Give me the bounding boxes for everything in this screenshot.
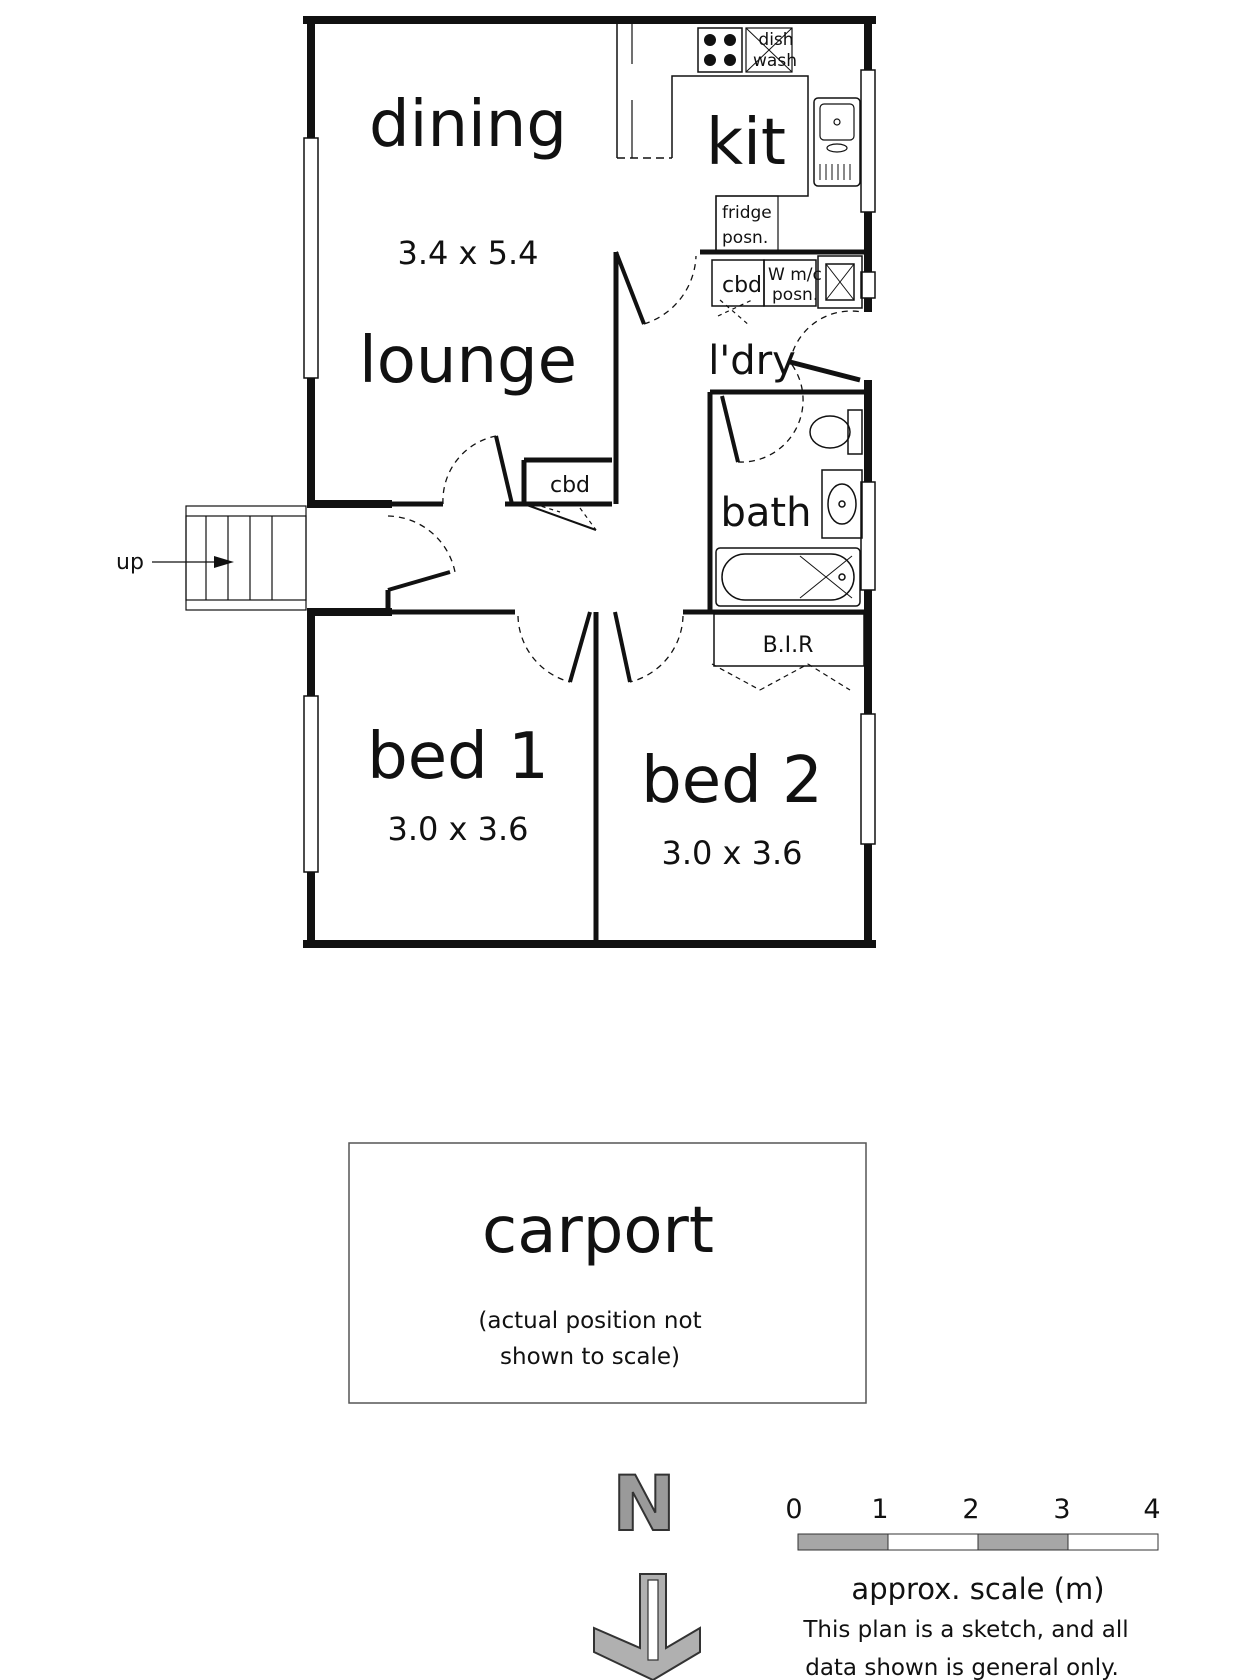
room-label-dining: dining (369, 88, 567, 162)
room-size-bed2: 3.0 x 3.6 (661, 834, 803, 872)
scale-segment-1 (798, 1534, 888, 1550)
room-label-bath: bath (720, 490, 812, 536)
room-size-bed1: 3.0 x 3.6 (387, 810, 529, 848)
room-label-laundry: l'dry (708, 338, 796, 384)
scale-tick-3: 3 (1053, 1494, 1071, 1525)
scale-segment-3 (978, 1534, 1068, 1550)
scale-bar (785, 1494, 1160, 1680)
up-arrow-icon (214, 556, 234, 568)
room-label-bed2: bed 2 (641, 744, 823, 818)
label-wm-line1: W m/c (768, 265, 822, 285)
label-up: up (116, 550, 144, 575)
label-wm-line2: posn. (772, 285, 819, 305)
label-fridge-line2: posn. (722, 228, 769, 248)
scale-tick-0: 0 (785, 1494, 803, 1525)
room-label-bir: B.I.R (762, 633, 814, 658)
disclaimer-line2: data shown is general only. (805, 1655, 1119, 1680)
north-letter: N (612, 1459, 676, 1548)
scale-segment-2 (888, 1534, 978, 1550)
room-label-bed1: bed 1 (367, 720, 549, 794)
disclaimer-line1: This plan is a sketch, and all (803, 1617, 1129, 1643)
entry-stairs (152, 506, 306, 610)
scale-label: approx. scale (m) (851, 1572, 1105, 1606)
north-arrow-icon (594, 1459, 700, 1680)
room-label-lounge: lounge (358, 324, 578, 398)
room-label-kitchen: kit (706, 106, 786, 180)
carport-title: carport (482, 1194, 714, 1268)
scale-tick-4: 4 (1143, 1494, 1161, 1525)
carport-note-line1: (actual position not (478, 1308, 702, 1334)
label-cbd-laundry: cbd (722, 273, 763, 298)
carport-note-line2: shown to scale) (500, 1344, 680, 1370)
scale-tick-2: 2 (962, 1494, 980, 1525)
label-fridge-line1: fridge (722, 203, 772, 223)
label-cbd-hall: cbd (549, 473, 591, 498)
scale-tick-1: 1 (871, 1494, 889, 1525)
doors (388, 252, 862, 690)
room-size-dining-lounge: 3.4 x 5.4 (397, 234, 539, 272)
label-dishwasher-line1: dish (758, 30, 794, 50)
scale-segment-4 (1068, 1534, 1158, 1550)
label-dishwasher-line2: wash (753, 51, 797, 71)
cooktop-burners (704, 34, 736, 66)
